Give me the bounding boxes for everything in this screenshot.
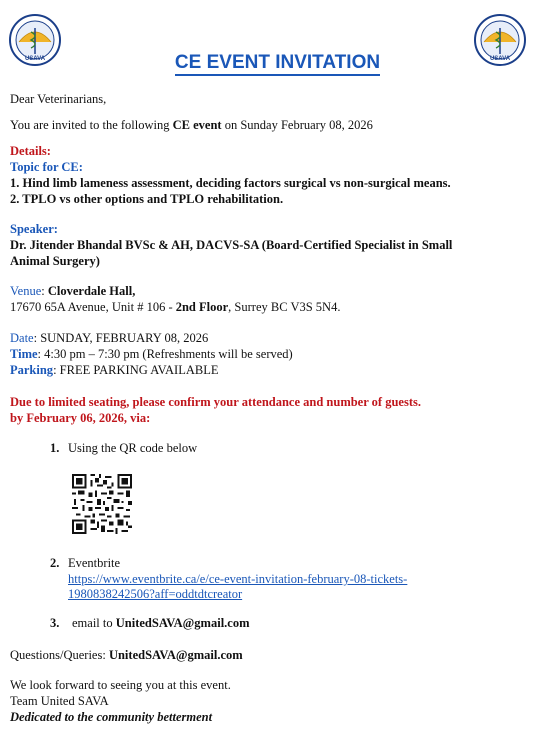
eventbrite-link-line-1[interactable]: https://www.eventbrite.ca/e/ce-event-invitation-february-08-tickets- bbox=[68, 572, 408, 586]
seal-text: USAVA bbox=[24, 56, 46, 62]
seal-text: USAVA bbox=[489, 56, 511, 62]
date-line: Date: SUNDAY, FEBRUARY 08, 2026 bbox=[10, 331, 209, 345]
venue-line: Venue: Cloverdale Hall, bbox=[10, 284, 136, 298]
option-text-1: Using the QR code below bbox=[68, 441, 198, 455]
intro-line: You are invited to the following CE event on Sunday February 08, 2026 bbox=[10, 118, 373, 132]
greeting: Dear Veterinarians, bbox=[10, 92, 107, 106]
page-title: CE EVENT INVITATION bbox=[0, 52, 555, 74]
venue-address: 17670 65A Avenue, Unit # 106 - 2nd Floor, Surrey BC V3S 5N4. bbox=[10, 300, 341, 314]
speaker-line-2: Animal Surgery) bbox=[10, 254, 100, 268]
option-number-1: 1. bbox=[50, 441, 60, 455]
option-text-3: email to UnitedSAVA@gmail.com bbox=[72, 616, 250, 630]
parking-line: Parking: FREE PARKING AVAILABLE bbox=[10, 363, 219, 377]
closing-line-2: Team United SAVA bbox=[10, 694, 109, 708]
option-number-3: 3. bbox=[50, 616, 60, 630]
questions-line: Questions/Queries: UnitedSAVA@gmail.com bbox=[10, 648, 243, 662]
tagline: Dedicated to the community betterment bbox=[10, 710, 213, 724]
option-text-2: Eventbrite bbox=[68, 556, 121, 570]
topic-heading: Topic for CE: bbox=[10, 160, 83, 174]
topic-item-1: 1. Hind limb lameness assessment, deciding factors surgical vs non-surgical means. bbox=[10, 176, 451, 190]
topic-item-2: 2. TPLO vs other options and TPLO rehabilitation. bbox=[10, 192, 284, 206]
email-address[interactable]: UnitedSAVA@gmail.com bbox=[115, 616, 250, 630]
rsvp-line-1: Due to limited seating, please confirm your attendance and number of guests. bbox=[10, 395, 421, 409]
eventbrite-link-line-2[interactable]: 1980838242506?aff=oddtdtcreator bbox=[68, 587, 243, 601]
option-number-2: 2. bbox=[50, 556, 60, 570]
questions-email[interactable]: UnitedSAVA@gmail.com bbox=[108, 648, 243, 662]
details-heading: Details: bbox=[10, 144, 51, 158]
speaker-heading: Speaker: bbox=[10, 222, 58, 236]
qr-code-icon[interactable] bbox=[72, 474, 132, 534]
time-line: Time: 4:30 pm – 7:30 pm (Refreshments will be served) bbox=[10, 347, 293, 361]
speaker-line-1: Dr. Jitender Bhandal BVSc & AH, DACVS-SA (Board-Certified Specialist in Small bbox=[10, 238, 453, 252]
closing-line-1: We look forward to seeing you at this event. bbox=[10, 678, 231, 692]
rsvp-line-2: by February 06, 2026, via: bbox=[10, 411, 151, 425]
